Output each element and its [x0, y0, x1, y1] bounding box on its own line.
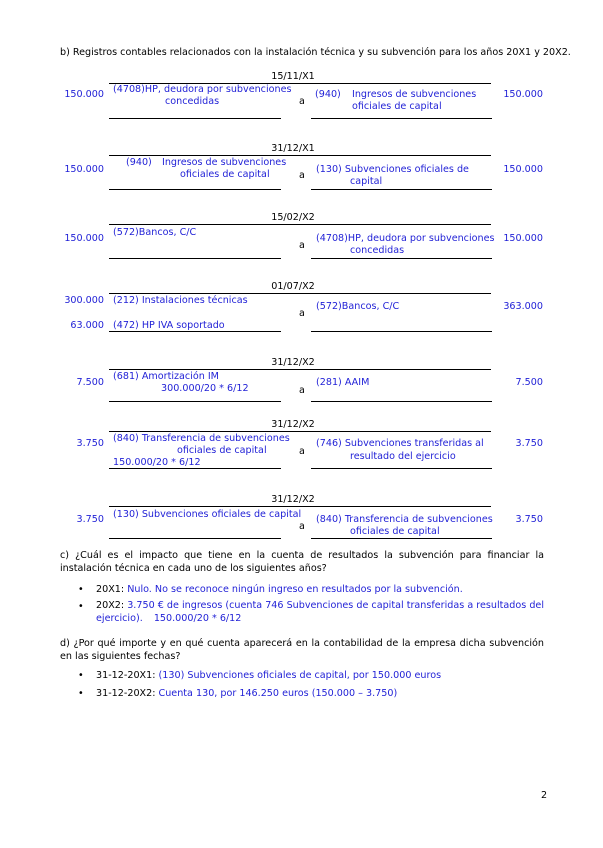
debit-account: (130) Subvenciones oficiales de capital — [113, 509, 302, 520]
date-rule — [109, 293, 491, 294]
debit-account: (572)Bancos, C/C — [113, 227, 197, 238]
credit-amount: 3.750 — [515, 438, 543, 449]
date-rule — [109, 224, 491, 225]
credit-amount: 150.000 — [503, 89, 543, 100]
credit-account: (840) Transferencia de subvenciones — [316, 514, 493, 525]
credit-account-cont: resultado del ejercicio — [350, 451, 456, 462]
answer-c-2 — [96, 600, 544, 625]
credit-rule — [311, 331, 492, 332]
credit-rule — [311, 468, 492, 469]
question-d: d) ¿Por qué importe y en qué cuenta aparecerá en la contabilidad de la empresa dicha subvención en las siguientes fechas? — [60, 638, 544, 662]
debit-amount: 150.000 — [64, 164, 104, 175]
credit-account: (4708)HP, deudora por subvenciones — [316, 233, 495, 244]
date-rule — [109, 506, 491, 507]
credit-code: (940) — [315, 89, 341, 100]
debit-account: (840) Transferencia de subvenciones — [113, 433, 290, 444]
answer-text: Cuenta 130, por 146.250 euros (150.000 – 3.750) — [158, 688, 398, 699]
debit-amount: 3.750 — [76, 514, 104, 525]
date-rule — [109, 369, 491, 370]
debit-formula: 150.000/20 * 6/12 — [113, 457, 201, 468]
debit-account: Ingresos de subvenciones — [162, 157, 287, 168]
answer-label: 31-12-20X1: — [96, 670, 156, 681]
credit-rule — [311, 118, 492, 119]
debit-account-cont: oficiales de capital — [180, 169, 270, 180]
answer-formula: 150.000/20 * 6/12 — [153, 612, 242, 624]
debit-amount-2: 63.000 — [70, 320, 104, 331]
credit-account-cont: capital — [350, 176, 383, 187]
answer-text: (130) Subvenciones oficiales de capital, por 150.000 euros — [158, 670, 442, 681]
entry-date: 15/02/X2 — [271, 212, 315, 223]
credit-rule — [311, 401, 492, 402]
credit-amount: 7.500 — [515, 377, 543, 388]
answer-text: Nulo. No se reconoce ningún ingreso en resultados por la subvención. — [127, 584, 463, 595]
debit-rule — [109, 189, 281, 190]
bullet-icon: • — [78, 688, 84, 699]
entry-date: 31/12/X2 — [271, 419, 315, 430]
debit-code: (940) — [126, 157, 152, 168]
credit-account-cont: oficiales de capital — [352, 101, 442, 112]
debit-rule — [109, 331, 281, 332]
a-separator: a — [299, 385, 305, 396]
credit-account: (281) AAIM — [316, 377, 370, 388]
bullet-icon: • — [78, 601, 84, 612]
debit-amount: 300.000 — [64, 295, 104, 306]
debit-amount: 150.000 — [64, 89, 104, 100]
a-separator: a — [299, 308, 305, 319]
debit-rule — [109, 538, 281, 539]
entry-date: 31/12/X2 — [271, 494, 315, 505]
credit-amount: 363.000 — [503, 301, 543, 312]
answer-c-1 — [96, 584, 463, 595]
credit-rule — [311, 258, 492, 259]
debit-rule — [109, 258, 281, 259]
answer-label: 31-12-20X2: — [96, 688, 156, 699]
debit-account-cont: oficiales de capital — [177, 445, 267, 456]
credit-account-cont: oficiales de capital — [350, 526, 440, 537]
a-separator: a — [299, 170, 305, 181]
debit-amount: 3.750 — [76, 438, 104, 449]
entry-date: 15/11/X1 — [271, 71, 315, 82]
answer-d-2 — [96, 688, 397, 699]
a-separator: a — [299, 446, 305, 457]
a-separator: a — [299, 240, 305, 251]
entry-date: 01/07/X2 — [271, 281, 315, 292]
credit-amount: 3.750 — [515, 514, 543, 525]
page-number: 2 — [541, 790, 548, 801]
date-rule — [109, 155, 491, 156]
debit-amount: 150.000 — [64, 233, 104, 244]
entry-date: 31/12/X2 — [271, 357, 315, 368]
debit-rule — [109, 468, 281, 469]
debit-formula: 300.000/20 * 6/12 — [161, 383, 249, 394]
debit-rule — [109, 118, 281, 119]
answer-text: 3.750 € de ingresos (cuenta 746 Subvenciones de capital transferidas a resultados del ejercicio). — [96, 600, 544, 624]
debit-rule — [109, 401, 281, 402]
credit-amount: 150.000 — [503, 164, 543, 175]
date-rule — [109, 431, 491, 432]
debit-amount: 7.500 — [76, 377, 104, 388]
answer-d-1 — [96, 670, 441, 681]
credit-rule — [311, 189, 492, 190]
credit-account: (746) Subvenciones transferidas al — [316, 438, 484, 449]
entry-date: 31/12/X1 — [271, 143, 315, 154]
answer-label: 20X2: — [96, 600, 125, 611]
bullet-icon: • — [78, 670, 84, 681]
credit-account: Ingresos de subvenciones — [352, 89, 477, 100]
credit-rule — [311, 538, 492, 539]
debit-account: (212) Instalaciones técnicas — [113, 295, 248, 306]
answer-label: 20X1: — [96, 584, 125, 595]
question-c: c) ¿Cuál es el impacto que tiene en la cuenta de resultados la subvención para financiar la instalación técnica en cada uno de los siguientes años? — [60, 550, 544, 574]
credit-account-cont: concedidas — [350, 245, 405, 256]
bullet-icon: • — [78, 584, 84, 595]
debit-account-2: (472) HP IVA soportado — [113, 320, 225, 331]
credit-account: (130) Subvenciones oficiales de — [316, 164, 469, 175]
section-b-heading: b) Registros contables relacionados con la instalación técnica y su subvención para los años 20X1 y 20X2. — [60, 47, 571, 58]
debit-account-cont: concedidas — [165, 96, 220, 107]
a-separator: a — [299, 521, 305, 532]
debit-account: (681) Amortización IM — [113, 371, 219, 382]
credit-amount: 150.000 — [503, 233, 543, 244]
credit-account: (572)Bancos, C/C — [316, 301, 400, 312]
a-separator: a — [299, 96, 305, 107]
debit-account: (4708)HP, deudora por subvenciones — [113, 84, 292, 95]
